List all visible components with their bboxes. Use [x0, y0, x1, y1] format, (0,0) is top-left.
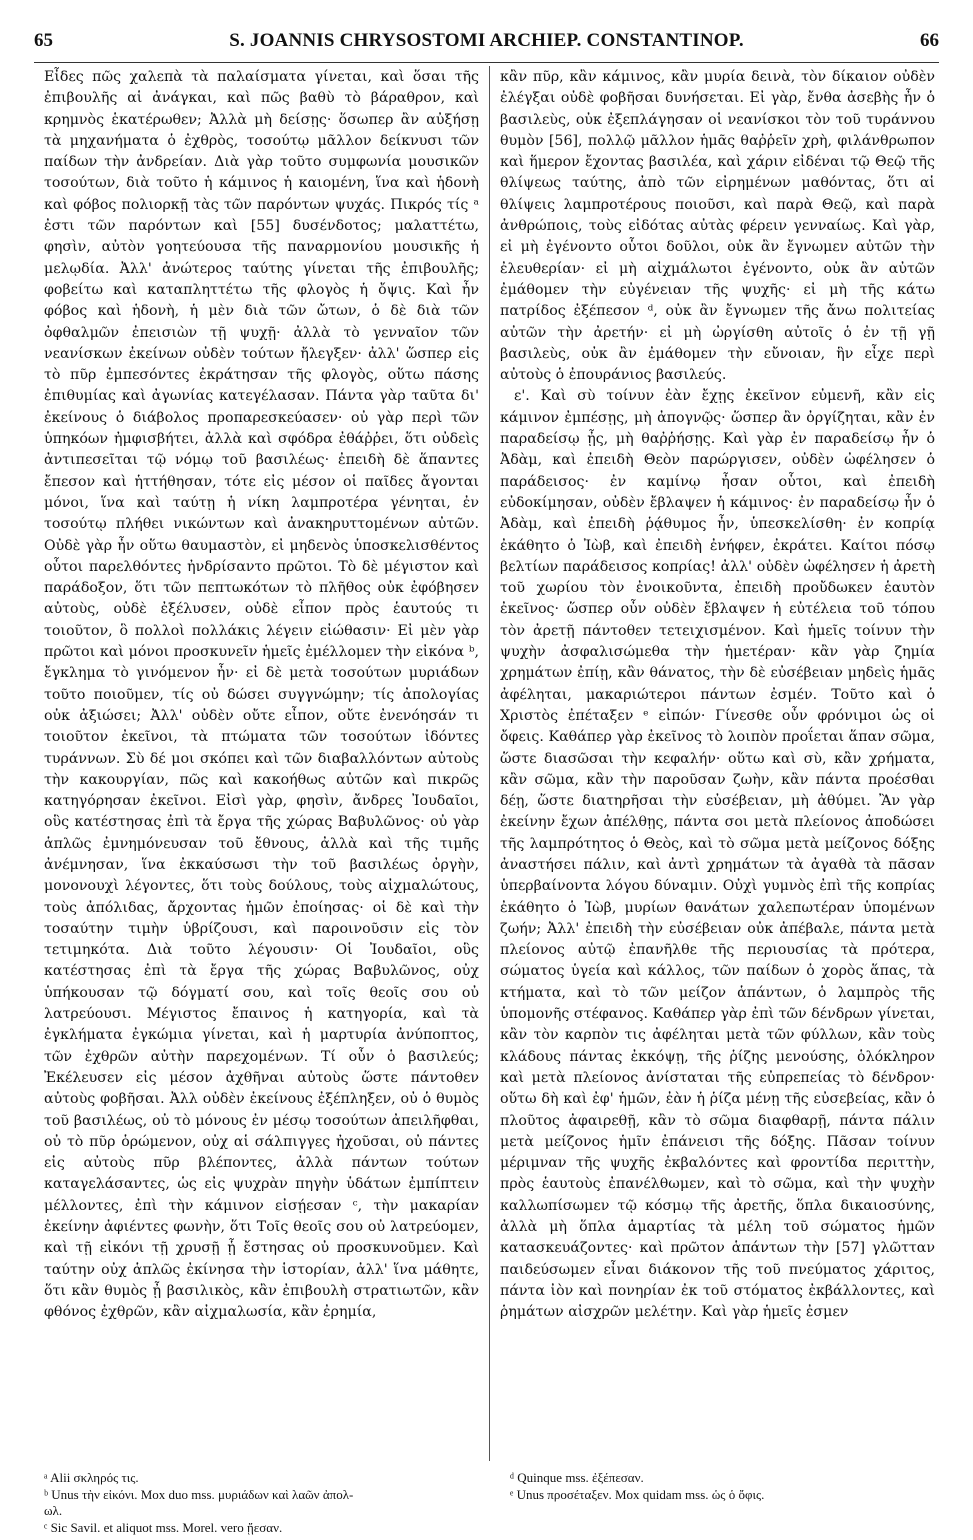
- footnote-b-cont: ωλ.: [44, 1503, 63, 1518]
- footnote-a: ᵃ Alii σκληρός τις.: [44, 1470, 139, 1485]
- page-number-left: 65: [34, 30, 53, 51]
- right-column: [500, 67, 935, 1467]
- column-divider: [489, 66, 490, 1461]
- right-paragraph-1: κἂν πῦρ, κἂν κάμινος, κἂν μυρία δεινὰ, τὸν δίκαιον οὐδὲν ἐλέγξαι οὐδὲ φοβῆσαι δυνήσεται. Εἰ γὰρ, ἔνθα ἀσεβὴς ἦν ὁ βασιλεὺς, οὐκ ἐξεπλάγησαν οἱ νεανίσκοι τὸν τοῦ τυράννου θυμὸν [56], πολλῷ μᾶλλον ἡμᾶς θαῤῥεῖν χρὴ, φιλάνθρωπον καὶ ἥμερον ἔχοντας βασιλέα, καὶ χάριν εἰδέναι τῷ Θεῷ τῆς θλίψεως ταύτης, ἀπὸ τῶν εἰρημένων μαθόντας, ὅτι αἱ θλίψεις λαμπροτέρους ποιοῦσι, καὶ παρὰ Θεῷ, καὶ παρὰ ἀνθρώποις, τοὺς εἰδότας αὐτὰς φέρειν γενναίως. Καὶ γὰρ, εἰ μὴ ἐγένοντο οὗτοι δοῦλοι, οὐκ ἂν ἔγνωμεν αὐτῶν τὴν ἐλευθερίαν· εἰ μὴ αἰχμάλωτοι ἐγένοντο, οὐκ ἂν αὐτῶν ἐμάθομεν τὴν εὐγένειαν τῆς ψυχῆς· εἰ μὴ τῆς κάτω πατρίδος ἐξέπεσον ᵈ, οὐκ ἂν ἔγνωμεν τῆς ἄνω πολιτείας αὐτῶν τὴν ἀρετήν· εἰ μὴ ὠργίσθη αὐτοῖς ὁ ἐν τῇ γῇ βασιλεὺς, οὐκ ἂν ἐμάθομεν τὴν εὔνοιαν, ἣν εἶχε περὶ αὐτοὺς ὁ ἐπουράνιος βασιλεύς.: [500, 69, 935, 384]
- page-number-right: 66: [920, 30, 939, 51]
- header-rule: [34, 62, 939, 63]
- footnotes-right: [510, 1470, 940, 1503]
- footnotes-left: [44, 1470, 474, 1536]
- footnote-d: ᵈ Quinque mss. ἐξέπεσαν.: [510, 1470, 644, 1485]
- page-header: [34, 30, 939, 56]
- footnote-b: ᵇ Unus τὴν εἰκόνι. Mox duo mss. μυριάδων καὶ λαῶν ἀπολ-: [44, 1486, 354, 1502]
- footnote-c: ᶜ Sic Savil. et aliquot mss. Morel. vero ᾔεσαν.: [44, 1519, 283, 1535]
- running-title: S. JOANNIS CHRYSOSTOMI ARCHIEP. CONSTANTINOP.: [229, 30, 744, 51]
- left-column: [44, 67, 479, 1467]
- left-paragraph: Εἶδες πῶς χαλεπὰ τὰ παλαίσματα γίνεται, καὶ ὅσαι τῆς ἐπιβουλῆς αἱ ἀνάγκαι, καὶ πῶς βαθὺ τὸ βάραθρον, καὶ κρημνὸς ἑκατέρωθεν; Ἀλλὰ μὴ δείσῃς· ὅσωπερ ἂν αὐξήσῃ τὰ μηχανήματα ὁ ἐχθρὸς, τοσούτῳ μᾶλλον δείκνυσι τῶν παίδων τὴν ἀνδρείαν. Διὰ γὰρ τοῦτο συμφωνία μουσικῶν τοσούτων, διὰ τοῦτο ἡ κάμινος ἡ καιομένη, ἵνα καὶ ἡδονὴ καὶ φόβος πολιορκῇ τὰς τῶν παρόντων ψυχάς. Πικρός τίς ᵃ ἐστι τῶν παρόντων καὶ [55] δυσένδοτος; μαλαττέτω, φησὶν, αὐτὸν γοητεύουσα τῆς παναρμονίου μουσικῆς ἡ μελῳδία. Ἀλλ' ἀνώτερος ταύτης γίνεται τῆς ἐπιβουλῆς; φοβείτω καὶ καταπληττέτω τῆς φλογὸς ἡ ὄψις. Καὶ ἦν φόβος καὶ ἡδονὴ, ἡ μὲν διὰ τῶν ὤτων, ὁ δὲ διὰ τῶν ὀφθαλμῶν ἐπεισιὼν τῇ ψυχῇ· ἀλλὰ τὸ γενναῖον τῶν νεανίσκων ἐκείνων οὐδὲν τούτων ἤλεγξεν· ἀλλ' ὥσπερ εἰς τὸ πῦρ ἐμπεσόντες ἐκράτησαν τῆς φλογὸς, οὕτω πάσης ἐπιθυμίας καὶ ἀγωνίας κατεγέλασαν. Πάντα γὰρ ταῦτα δι' ἐκείνους ὁ διάβολος προπαρεσκεύασεν· οὐ γὰρ περὶ τῶν ὑπηκόων ἠμφισβήτει, ἀλλὰ καὶ σφόδρα ἐθάῤῥει, ὅτι οὐδεὶς ἀντιπεσεῖται τῷ νόμῳ τοῦ βασιλέως· ἐπειδὴ δὲ ἅπαντες ἔπεσον καὶ ἡττήθησαν, τότε εἰς μέσον οἱ παῖδες ἄγονται μόνοι, ἵνα καὶ ταύτῃ ἡ νίκη λαμπροτέρα γένηται, ἐν τοσούτῳ πλήθει νικώντων καὶ ἀνακηρυττομένων αὐτῶν. Οὐδὲ γὰρ ἦν οὕτω θαυμαστὸν, εἰ μηδενὸς ὑποσκελισθέντος οὗτοι παρελθόντες ἠνδρίσαντο πρῶτοι. Τὸ δὲ μέγιστον καὶ παράδοξον, ὅτι τῶν πεπτωκότων τὸ πλῆθος οὐκ ἐφόβησεν αὐτοὺς, οὐδὲ ἐξέλυσεν, οὐδὲ εἶπον πρὸς ἑαυτούς τι τοιοῦτον, ὃ πολλοὶ πολλάκις λέγειν εἰώθασιν· Εἰ μὲν γὰρ πρῶτοι καὶ μόνοι προσκυνεῖν ἡμεῖς ἐμέλλομεν τὴν εἰκόνα ᵇ, ἔγκλημα τὸ γινόμενον ἦν· εἰ δὲ μετὰ τοσούτων μυριάδων τοῦτο ποιοῦμεν, τίς οὐ δώσει συγγνώμην; τίς ἀπολογίας οὐκ ἀξιώσει; Ἀλλ' οὐδὲν οὔτε εἶπον, οὔτε ἐνενόησάν τι τοιοῦτον ἐκεῖνοι, τὰ πτώματα τῶν τοσούτων ἰδόντες τυράννων. Σὺ δέ μοι σκόπει καὶ τῶν διαβαλλόντων αὐτοὺς τὴν κακουργίαν, πῶς καὶ κακοήθως αὐτῶν καὶ πικρῶς κατηγόρησαν ἐκεῖνοι. Εἰσὶ γὰρ, φησὶν, ἄνδρες Ἰουδαῖοι, οὓς κατέστησας ἐπὶ τὰ ἔργα τῆς χώρας Βαβυλῶνος· οὐ γὰρ ἁπλῶς ἐμνημόνευσαν τοῦ ἔθνους, ἀλλὰ καὶ τῆς τιμῆς ἀνέμνησαν, ἵνα ἐκκαύσωσι τὴν τοῦ βασιλέως ὀργὴν, μονονουχὶ λέγοντες, ὅτι τοὺς δούλους, τοὺς αἰχμαλώτους, τοὺς ἀπόλιδας, ἄρχοντας ἡμῶν ἐποίησας· οἱ δὲ καὶ τὴν τοσαύτην τιμὴν ὑβρίζουσι, καὶ παροινοῦσιν εἰς τὸν τετιμηκότα. Διὰ τοῦτο λέγουσιν· Οἱ Ἰουδαῖοι, οὓς κατέστησας ἐπὶ τὰ ἔργα τῆς χώρας Βαβυλῶνος, οὐχ ὑπήκουσαν τῷ δόγματί σου, καὶ τοῖς θεοῖς σου οὐ λατρεύουσι. Μέγιστος ἔπαινος ἡ κατηγορία, καὶ τὰ ἐγκλήματα ἐγκώμια γίνεται, καὶ ἡ μαρτυρία ἀνύποπτος, τῶν ἐχθρῶν αὐτὴν παρεχομένων. Τί οὖν ὁ βασιλεύς; Ἐκέλευσεν εἰς μέσον ἀχθῆναι αὐτοὺς ὥστε πάντοθεν αὐτοὺς φοβῆσαι. Ἀλλ οὐδὲν ἐκείνους ἐξέπληξεν, οὐ ὁ θυμὸς τοῦ βασιλέως, οὐ τὸ μόνους ἐν μέσῳ τοσούτων ἀπειλῆφθαι, οὐ τὸ πῦρ ὁρώμενον, οὐχ αἱ σάλπιγγες ἠχοῦσαι, οὐ πάντες εἰς αὐτοὺς πῦρ βλέποντες, ἀλλὰ πάντων τούτων καταγελάσαντες, ὡς εἰς ψυχρὰν πηγὴν ὑδάτων ἐμπίπτειν μέλλοντες, ἐπὶ τὴν κάμινον εἰσῄεσαν ᶜ, τὴν μακαρίαν ἐκείνην ἀφιέντες φωνὴν, ὅτι Τοῖς θεοῖς σου οὐ λατρεύομεν, καὶ τῇ εἰκόνι τῇ χρυσῇ ᾗ ἔστησας οὐ προσκυνοῦμεν. Καὶ ταύτην οὐχ ἁπλῶς ἐκίνησα τὴν ἱστορίαν, ἀλλ' ἵνα μάθητε, ὅτι κἂν θυμὸς ᾖ βασιλικὸς, κἂν ἐπιβουλὴ στρατιωτῶν, κἂν φθόνος ἐχθρῶν, κἂν αἰχμαλωσία, κἂν ἐρημία,: [44, 69, 479, 1321]
- footnote-e: ᵉ Unus προσέταξεν. Mox quidam mss. ὡς ὁ ὄφις.: [510, 1486, 765, 1502]
- right-paragraph-2: ε'. Καὶ σὺ τοίνυν ἐὰν ἔχῃς ἐκεῖνον εὐμενῆ, κἂν εἰς κάμινον ἐμπέσῃς, μὴ ἀπογνῷς· ὥσπερ ἂν ὀργίζηται, κἂν ἐν παραδείσῳ ᾖς, μὴ θαῤῥήσῃς. Καὶ γὰρ ἐν παραδείσῳ ἦν ὁ Ἀδὰμ, καὶ ἐπειδὴ Θεὸν παρώργισεν, οὐδὲν ὠφέλησεν ὁ παράδεισος· ἐν καμίνῳ ἦσαν οὗτοι, καὶ ἐπειδὴ εὐδοκίμησαν, οὐδὲν ἔβλαψεν ἡ κάμινος· ἐν παραδείσῳ ἦν ὁ Ἀδὰμ, καὶ ἐπειδὴ ῥᾴθυμος ἦν, ὑπεσκελίσθη· ἐν κοπρίᾳ ἐκάθητο ὁ Ἰὼβ, καὶ ἐπειδὴ ἐνήφεν, ἐκράτει. Καίτοι πόσῳ βελτίων παράδεισος κοπρίας! ἀλλ' οὐδὲν ὠφέλησεν ἡ ἀρετὴ τοῦ χωρίου τὸν ἐνοικοῦντα, ἐπειδὴ προὔδωκεν ἑαυτὸν ἐκεῖνος· ὥσπερ οὖν οὐδὲν ἔβλαψεν ἡ εὐτέλεια τοῦ τόπου τὸν ἀρετῇ πάντοθεν τετειχισμένον. Καὶ ἡμεῖς τοίνυν τὴν ψυχὴν ἀσφαλισώμεθα τὴν ἡμετέραν· κἂν γὰρ ζημία χρημάτων ἐπίῃ, κἂν θάνατος, τὴν δὲ εὐσέβειαν μηδεὶς ἡμᾶς ἀφέληται, μακαριώτεροι πάντων ἐσμέν. Τοῦτο καὶ ὁ Χριστὸς ἐπέταξεν ᵉ εἰπών· Γίνεσθε οὖν φρόνιμοι ὡς οἱ ὄφεις. Καθάπερ γὰρ ἐκεῖνος τὸ λοιπὸν προΐεται ἅπαν σῶμα, ὥστε διασῶσαι τὴν κεφαλήν· οὕτω καὶ σὺ, κἂν χρήματα, κἂν σῶμα, κἂν τὴν παροῦσαν ζωὴν, κἂν πάντα προέσθαι δέῃ, ὥστε διατηρῆσαι τὴν εὐσέβειαν, μὴ ἀθύμει. Ἂν γὰρ ἐκείνην ἔχων ἀπέλθῃς, πάντα σοι μετὰ πλείονος ἀποδώσει τῆς λαμπρότητος ὁ Θεὸς, καὶ τὸ σῶμα μετὰ μείζονος δόξης ἀναστήσει πάλιν, καὶ ἀντὶ χρημάτων τὰ ἀγαθὰ τὰ πᾶσαν ὑπερβαίνοντα λόγου δύναμιν. Οὐχὶ γυμνὸς ἐπὶ τῆς κοπρίας ἐκάθητο ὁ Ἰὼβ, μυρίων θανάτων χαλεπωτέραν ὑπομένων ζωήν; Ἀλλ' ἐπειδὴ τὴν εὐσέβειαν οὐκ ἀπέβαλε, πάντα μετὰ πλείονος αὐτῷ ἐπανῆλθε τῆς περιουσίας τὰ πρότερα, σώματος ὑγεία καὶ κάλλος, τῶν παίδων ὁ χορὸς ἅπας, τὰ κτήματα, καὶ τὸ τῶν μείζον ἁπάντων, ὁ λαμπρὸς τῆς ὑπομονῆς στέφανος. Καθάπερ γὰρ ἐπὶ τῶν δένδρων γίνεται, κἂν τὸν καρπὸν τις ἀφέληται μετὰ τῶν φύλλων, κἂν τοὺς κλάδους πάντας ἐκκόψῃ, τῆς ῥίζης μενούσης, ὁλόκληρον καὶ μετὰ πλείονος ἀνίσταται τῆς εὐπρεπείας τὸ δένδρον· οὕτω δὴ καὶ ἐφ' ἡμῶν, ἐὰν ἡ ῥίζα μένῃ τῆς εὐσεβείας, κἂν ὁ πλοῦτος ἀφαιρεθῇ, κἂν τὸ σῶμα διαφθαρῇ, πάντα πάλιν μετὰ μείζονος ἡμῖν ἐπάνεισι τῆς δόξης. Πᾶσαν τοίνυν μέριμναν τῆς ψυχῆς ἐκβαλόντες καὶ φροντίδα περιττὴν, πρὸς ἑαυτοὺς ἐπανέλθωμεν, καὶ τὸ σῶμα, καὶ τὴν ψυχὴν καλλωπίσωμεν τῷ κόσμῳ τῆς ἀρετῆς, ὅπλα δικαιοσύνης, ἀλλὰ μὴ ὅπλα ἁμαρτίας τὰ μέλη τοῦ σώματος ἡμῶν κατασκευάζοντες· καὶ πρῶτον ἁπάντων τὴν [57] γλῶτταν παιδεύσωμεν εἶναι διάκονον τῆς τοῦ πνεύματος χάριτος, πάντα ἰὸν καὶ πονηρίαν ἐκ τοῦ στόματος ἐκβάλλοντες, καὶ ῥημάτων αἰσχρῶν μελέτην. Καὶ γὰρ ἡμεῖς ἐσμεν: [500, 388, 935, 1321]
